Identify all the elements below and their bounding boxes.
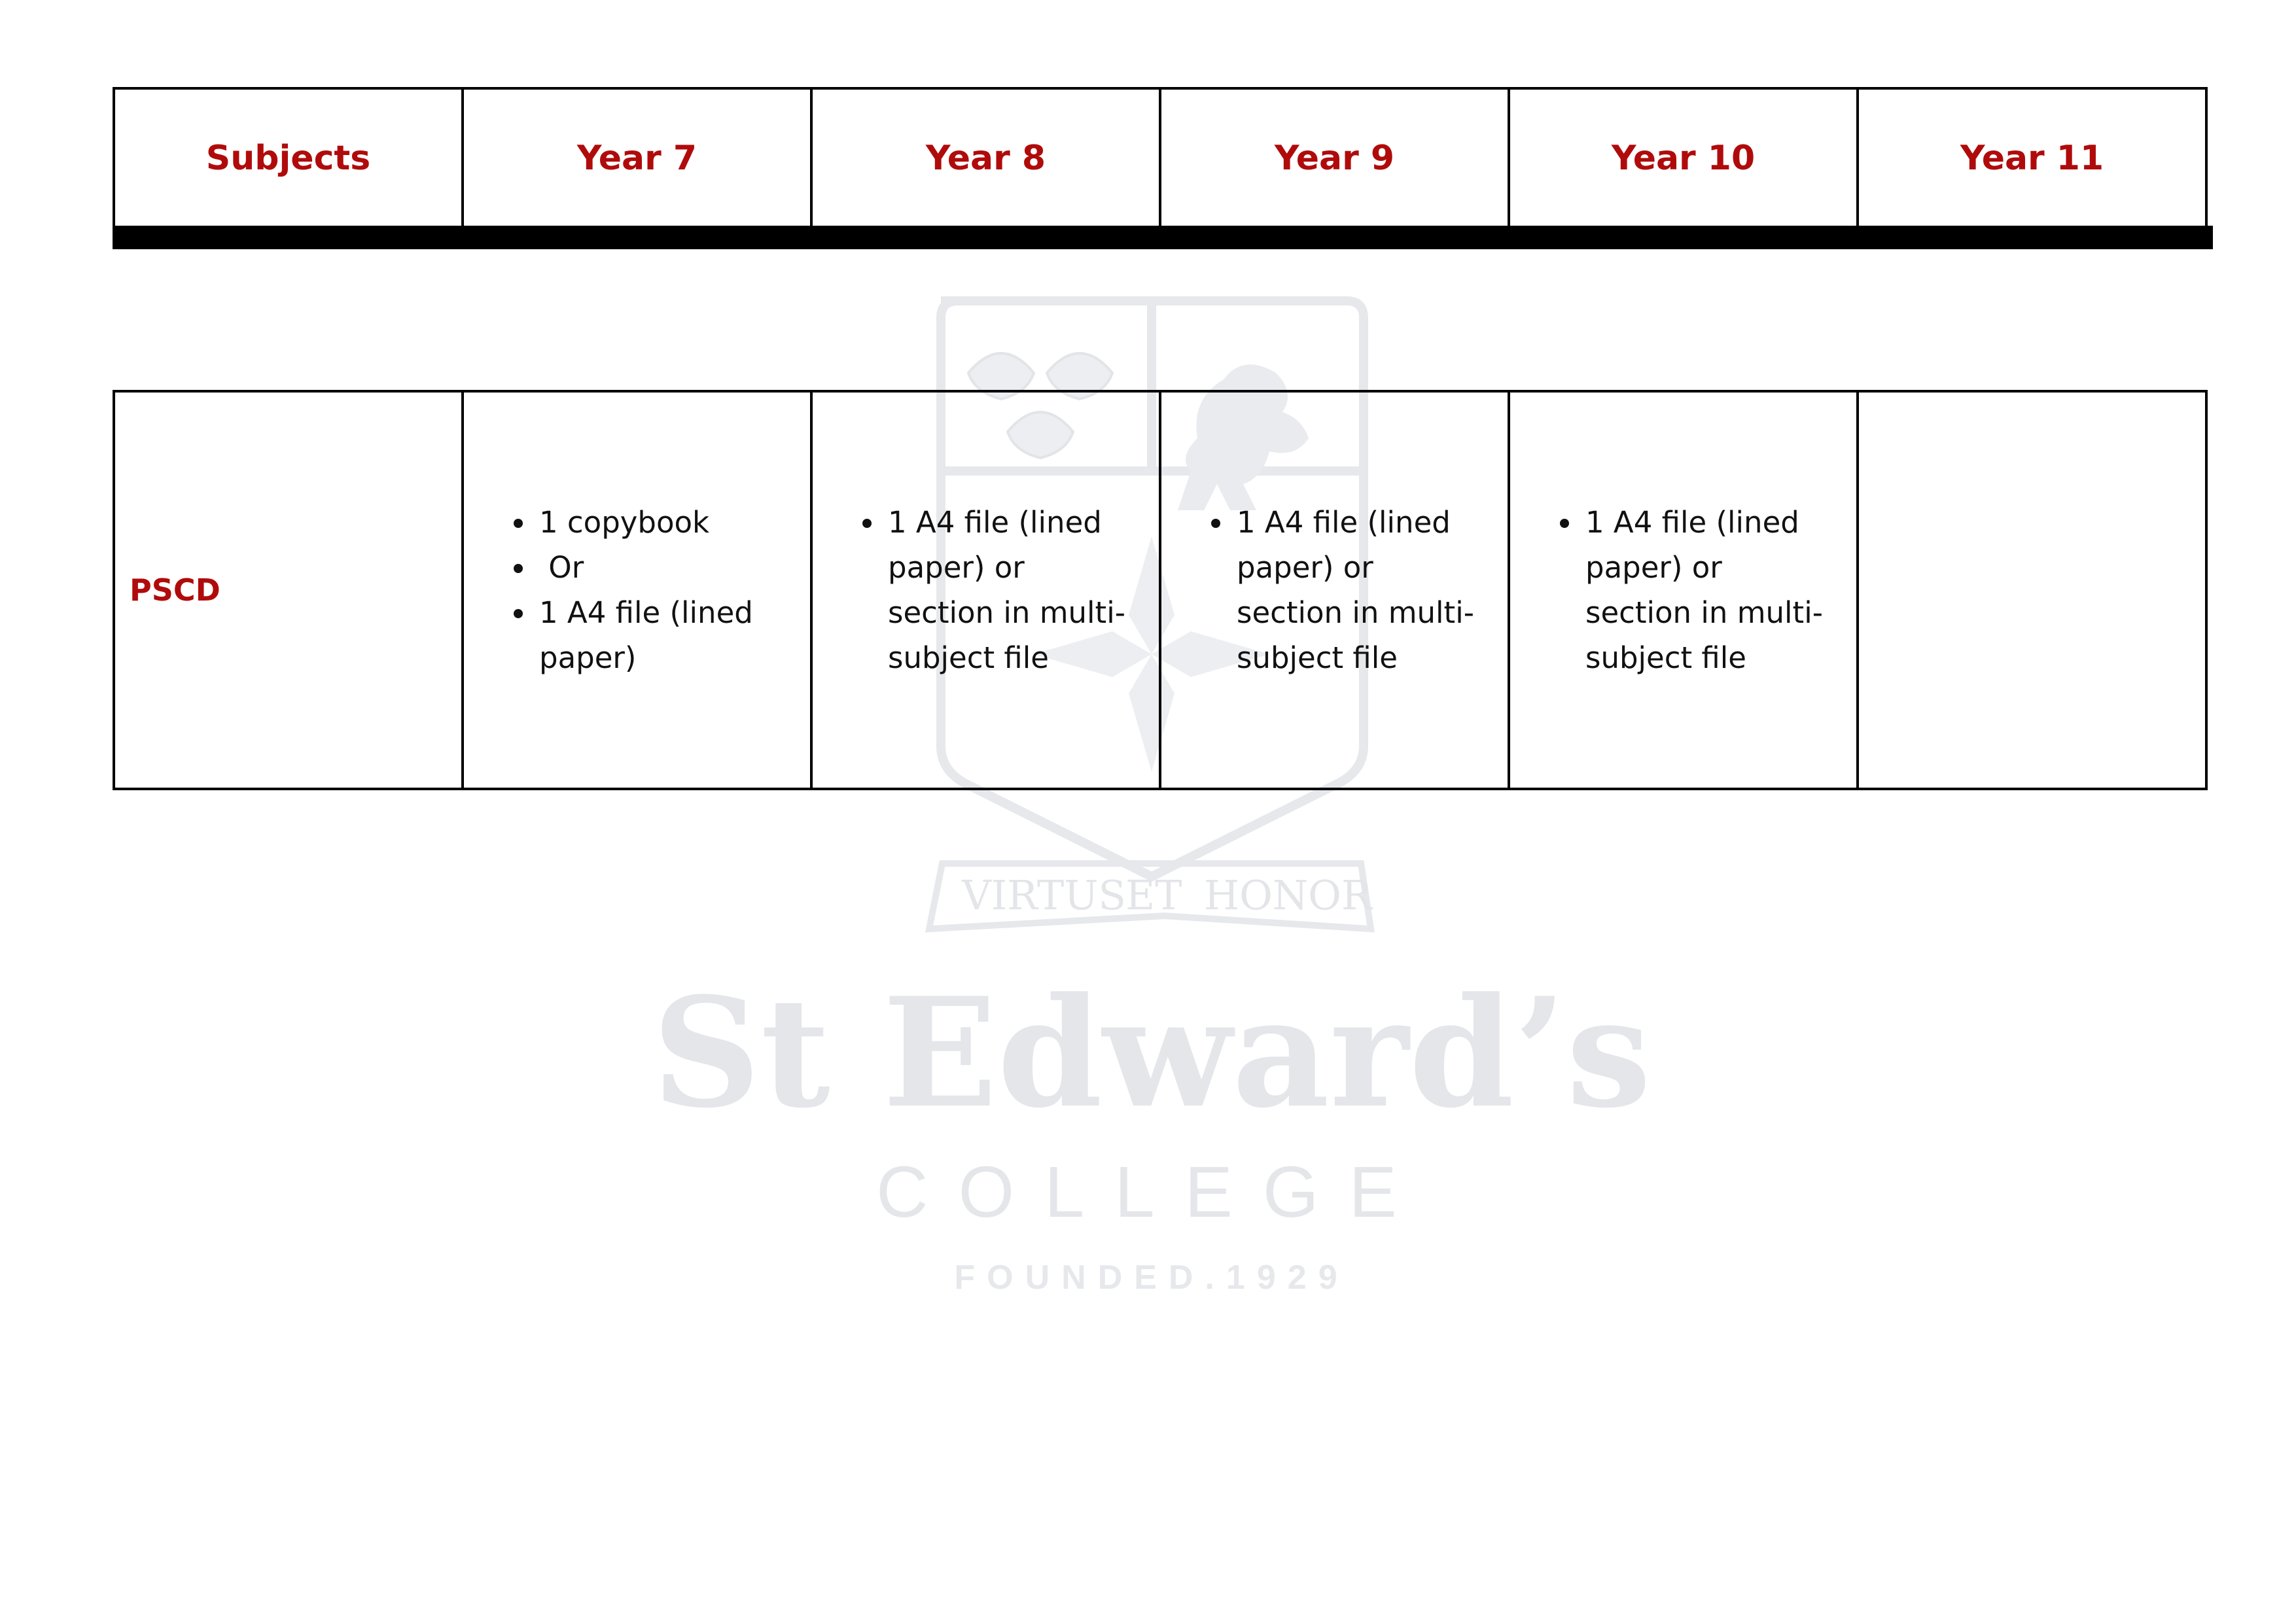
cell-year7 bbox=[463, 391, 811, 789]
founded-text: FOUNDED.1929 bbox=[954, 1259, 1349, 1297]
header-table bbox=[113, 87, 2208, 230]
cell-year8 bbox=[811, 391, 1160, 789]
college-word: COLLEGE bbox=[876, 1152, 1427, 1232]
list-item: • 1 A4 file (lined paper) or section in multi-subject file bbox=[885, 500, 1139, 680]
requirement-list bbox=[465, 500, 809, 680]
header-year10: Year 10 bbox=[1509, 88, 1858, 228]
table-row bbox=[114, 391, 2206, 789]
header-year7: Year 7 bbox=[463, 88, 811, 228]
cell-year10 bbox=[1509, 391, 1858, 789]
list-item: • 1 A4 file (lined paper) or section in multi-subject file bbox=[1583, 500, 1836, 680]
header-row bbox=[114, 88, 2206, 228]
header-underline-bar bbox=[113, 226, 2213, 249]
college-name: St Edward’s bbox=[652, 965, 1651, 1142]
subject-table bbox=[113, 390, 2208, 790]
requirement-list bbox=[1162, 500, 1507, 680]
requirement-list bbox=[813, 500, 1158, 680]
motto-virtus: VIRTUS bbox=[962, 871, 1126, 919]
header-year9: Year 9 bbox=[1160, 88, 1509, 228]
requirement-list bbox=[1511, 500, 1856, 680]
cell-year9 bbox=[1160, 391, 1509, 789]
subject-name: PSCD bbox=[114, 391, 463, 789]
list-item: • 1 A4 file (lined paper) or section in multi-subject file bbox=[1234, 500, 1487, 680]
header-subjects: Subjects bbox=[114, 88, 463, 228]
cell-year11 bbox=[1858, 391, 2206, 789]
list-item: • 1 A4 file (lined paper) bbox=[537, 590, 790, 680]
list-item: • 1 copybook bbox=[537, 500, 790, 545]
header-year8: Year 8 bbox=[811, 88, 1160, 228]
list-item: • Or bbox=[537, 545, 790, 590]
motto-honor: HONOR bbox=[1204, 871, 1372, 919]
header-year11: Year 11 bbox=[1858, 88, 2206, 228]
motto-et: ET bbox=[1125, 871, 1182, 919]
